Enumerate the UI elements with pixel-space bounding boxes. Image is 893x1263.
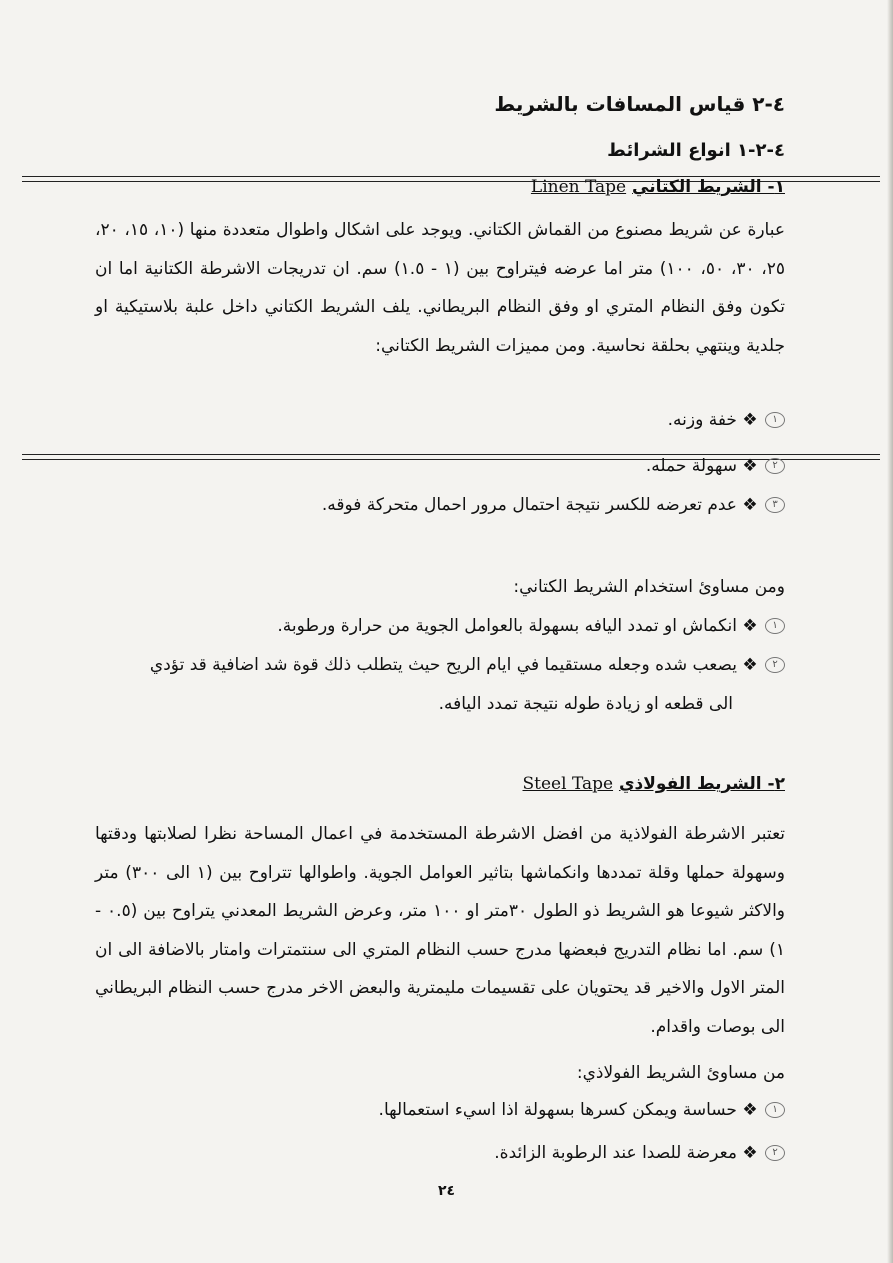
page-number: ٢٤ xyxy=(437,1183,456,1199)
margin-mark: ٣ xyxy=(765,497,785,513)
margin-mark: ٢ xyxy=(765,657,785,673)
linen-disadvantage-2-continued: الى قطعه او زيادة طوله نتيجة تمدد اليافه. xyxy=(438,694,733,714)
margin-mark: ٢ xyxy=(765,458,785,474)
bullet-icon: ❖ xyxy=(742,1100,758,1120)
linen-title-arabic: ١- الشريط الكتاني xyxy=(632,177,785,197)
steel-disadvantage-2 xyxy=(494,1143,785,1163)
disadvantage-text: انكماش او تمدد اليافه بسهولة بالعوامل الجوية من حرارة ورطوبة. xyxy=(277,616,737,636)
margin-mark: ٢ xyxy=(765,1145,785,1161)
disadvantage-text: حساسة ويمكن كسرها بسهولة اذا اسيء استعمالها. xyxy=(378,1100,737,1120)
bullet-icon: ❖ xyxy=(742,495,758,515)
advantage-text: عدم تعرضه للكسر نتيجة احتمال مرور احمال متحركة فوقه. xyxy=(321,495,737,515)
steel-title-english: Steel Tape xyxy=(522,774,614,794)
divider-line xyxy=(22,454,880,455)
margin-mark: ١ xyxy=(765,618,785,634)
linen-disadvantage-1 xyxy=(277,616,785,636)
steel-paragraph: تعتبر الاشرطة الفولاذية من افضل الاشرطة المستخدمة في اعمال المساحة نظرا لصلابتها ودقتها وسهولة حملها وقلة تمددها وانكماشها بتاثير العوامل الجوية. واطوالها تتراوح بين (١ الى ٣٠٠) متر والاكثر شيوعا هو الشريط ذو الطول ٣٠متر او ١٠٠ متر، وعرض الشريط المعدني يتراوح بين (٠.٥ - ١) سم. اما نظام التدريج فبعضها مدرج حسب النظام المتري الى سنتمترات وامتار بالاضافة الى ان المتر الاول والاخير قد يحتويان على تقسيمات مليمترية والبعض الاخر مدرج حسب النظام البريطاني الى بوصات واقدام. xyxy=(95,824,786,1037)
linen-title-english: Linen Tape xyxy=(530,177,627,197)
steel-disadvantages-title: من مساوئ الشريط الفولاذي: xyxy=(576,1063,785,1083)
linen-advantage-1 xyxy=(668,410,785,430)
main-heading: ٤-٢ قياس المسافات بالشريط xyxy=(494,92,785,116)
bullet-icon: ❖ xyxy=(742,655,758,675)
linen-disadvantages-title: ومن مساوئ استخدام الشريط الكتاني: xyxy=(513,577,785,597)
disadvantage-text: يصعب شده وجعله مستقيما في ايام الريح حيث يتطلب ذلك قوة شد اضافية قد تؤدي xyxy=(149,655,737,675)
linen-section-title xyxy=(531,177,785,197)
steel-disadvantage-1 xyxy=(379,1100,785,1120)
linen-advantage-3 xyxy=(322,495,785,515)
bullet-icon: ❖ xyxy=(742,456,758,476)
linen-paragraph: عبارة عن شريط مصنوع من القماش الكتاني. ويوجد على اشكال واطوال متعددة منها (١٠، ١٥، ٢٠، ٢٥، ٣٠، ٥٠، ١٠٠) متر اما عرضه فيتراوح بين (١ - ١.٥) سم. ان تدريجات الاشرطة الكتانية اما ان تكون وفق النظام المتري او وفق النظام البريطاني. يلف الشريط الكتاني داخل علبة بلاستيكية او جلدية وينتهي بحلقة نحاسية. ومن مميزات الشريط الكتاني: xyxy=(95,220,786,356)
steel-title-arabic: ٢- الشريط الفولاذي xyxy=(618,774,785,794)
linen-disadvantage-2 xyxy=(150,655,785,675)
page-edge-shadow xyxy=(887,0,893,1263)
margin-mark: ١ xyxy=(765,1102,785,1118)
advantage-text: سهولة حمله. xyxy=(645,456,737,476)
advantage-text: خفة وزنه. xyxy=(667,410,737,430)
bullet-icon: ❖ xyxy=(742,616,758,636)
bullet-icon: ❖ xyxy=(742,1143,758,1163)
disadvantage-text: معرضة للصدا عند الرطوبة الزائدة. xyxy=(494,1143,737,1163)
margin-mark: ١ xyxy=(765,412,785,428)
linen-advantage-2 xyxy=(646,456,785,476)
sub-heading: ٤-٢-١ انواع الشرائط xyxy=(607,140,785,161)
bullet-icon: ❖ xyxy=(742,410,758,430)
steel-section-title xyxy=(523,774,786,794)
